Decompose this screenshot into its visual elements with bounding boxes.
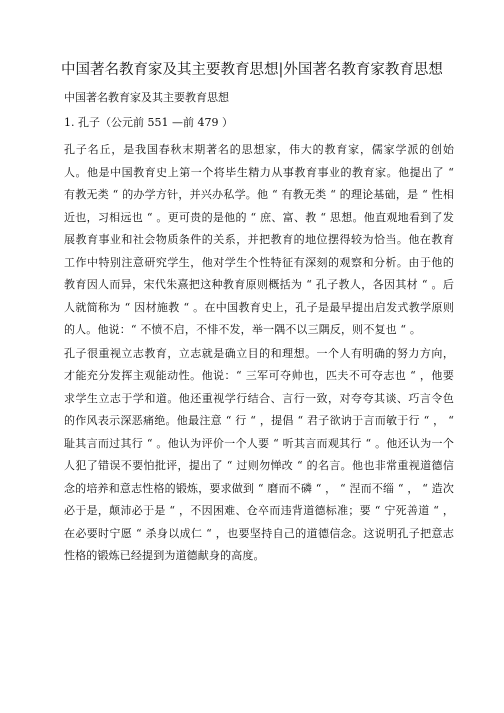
paragraph-2: 孔子很重视立志教育，立志就是确立目的和理想。一个人有明确的努力方向，才能充分发挥主观能动性。他说：“ 三军可夺帅也，匹夫不可夺志也 “ ，他要求学生立志于学和道。他还重视学行结合、言行一致，对夸夸其谈、巧言令色的作风表示深恶痛绝。他最注意 “ 行 “ ，提倡 “ 君子欲讷于言而敏于行 “ ， “ 耻其言而过其行 “ 。他认为评价一个人要 “ 听其言而观其行 “ 。他还认为一个人犯了错误不要怕批评，提出了 “ 过则勿惮改 “ 的名言。他也非常重视道德信念的培养和意志性格的锻炼，要求做到 “ 磨而不磷 “ ， “ 涅而不缁 “ ， “ 造次必于是，颠沛必于是 “ ，不因困难、仓卒而违背道德标准；要 “ 宁死善道 “ ，在必要时宁愿 “ 杀身以成仁 “ ，也要坚持自己的道德信念。这说明孔子把意志性格的锻炼已经提到为道德献身的高度。 <box>64 346 454 562</box>
document-subtitle: 中国著名教育家及其主要教育思想 <box>64 91 229 104</box>
document-title: 中国著名教育家及其主要教育思想|外国著名教育家教育思想 <box>61 62 443 78</box>
section-heading: 1. 孔子（公元前 551 —前 479 ） <box>64 116 233 129</box>
paragraph-1: 孔子名丘，是我国春秋末期著名的思想家，伟大的教育家，儒家学派的创始人。他是中国教育史上第一个将毕生精力从事教育事业的教育家。他提出了 “ 有教无类 “ 的办学方针，并兴办私学。他 “ 有教无类 “ 的理论基础，是 “ 性相近也，习相远也 “ 。更可贵的是他的 “ 庶、富、教 “ 思想。他直观地看到了发展教育事业和社会物质条件的关系，并把教育的地位摆得较为恰当。他在教育工作中特别注意研究学生，他对学生个性特征有深刻的观察和分析。由于他的教育因人而异，宋代朱熹把这种教育原则概括为 “ 孔子教人，各因其材 “ 。后人就简称为 “ 因材施教 “ 。在中国教育史上，孔子是最早提出启发式教学原则的人。他说：“ 不愤不启，不悱不发，举一隅不以三隅反，则不复也 “ 。 <box>64 143 454 336</box>
